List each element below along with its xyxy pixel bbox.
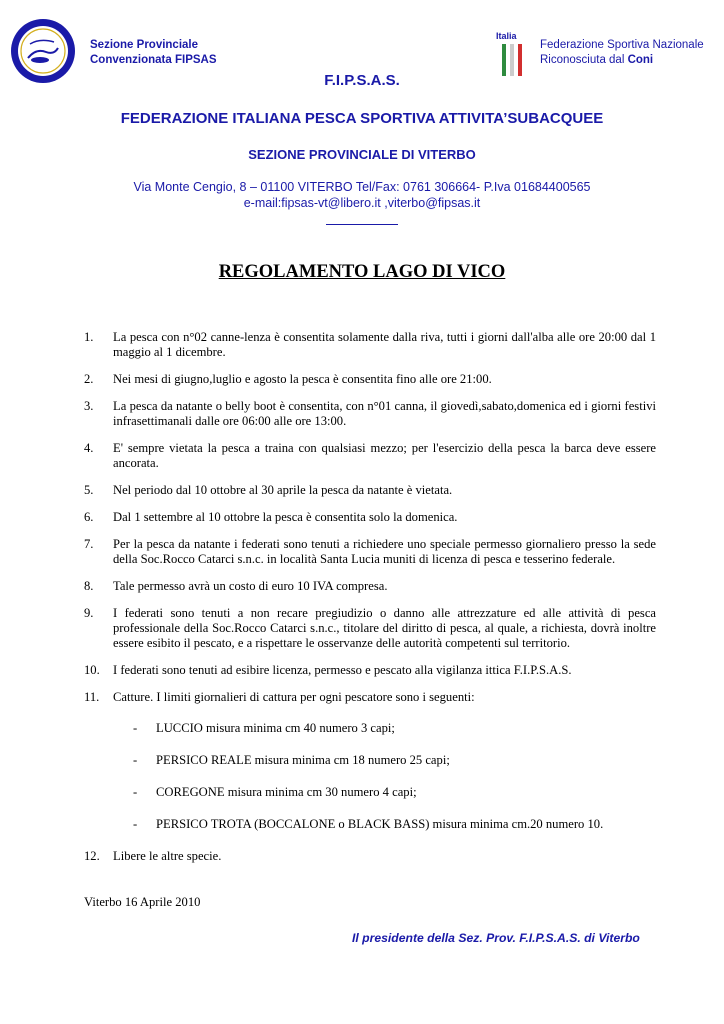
rule-item: 5. Nel periodo dal 10 ottobre al 30 aprile la pesca da natante è vietata. bbox=[84, 483, 453, 497]
rule-item: 12. Libere le altre specie. bbox=[84, 849, 222, 863]
org-full-name: FEDERAZIONE ITALIANA PESCA SPORTIVA ATTIVITA’SUBACQUEE bbox=[120, 110, 604, 127]
convention-label: Convenzionata FIPSAS bbox=[90, 54, 217, 66]
org-address: Via Monte Cengio, 8 – 01100 VITERBO Tel/Fax: 0761 306664- P.Iva 01684400565 bbox=[133, 180, 591, 194]
org-abbreviation: F.I.P.S.A.S. bbox=[324, 72, 400, 89]
document-date: Viterbo 16 Aprile 2010 bbox=[84, 895, 201, 909]
federation-label: Federazione Sportiva Nazionale bbox=[540, 39, 704, 51]
section-label: Sezione Provinciale bbox=[90, 39, 199, 51]
divider-line bbox=[326, 224, 398, 225]
org-section: SEZIONE PROVINCIALE DI VITERBO bbox=[248, 147, 476, 162]
recognition-label: Riconosciuta dal Coni bbox=[540, 54, 654, 66]
org-email: e-mail:fipsas-vt@libero.it ,viterbo@fipsas.it bbox=[243, 196, 481, 210]
rule-item: 11. Catture. I limiti giornalieri di cattura per ogni pescatore sono i seguenti: - LUCCIO misura minima cm 40 numero 3 capi; - PERSICO REALE misura minima cm 18 numero 25 capi; - COREGONE misura minima cm 30 numero 4 capi; - PERSICO TROTA (BOCCALONE o BLACK BASS) misura minima cm.20 numero 10. bbox=[84, 690, 656, 832]
rule-item: 7. Per la pesca da natante i federati sono tenuti a richiedere uno speciale permesso giornaliero presso la sede della Soc.Rocco Catarci s.n.c. in località Santa Lucia muniti di licenza di pesca e tesserino federale. bbox=[84, 537, 656, 566]
rule-item: 6. Dal 1 settembre al 10 ottobre la pesca è consentita solo la domenica. bbox=[84, 510, 458, 524]
document-title: REGOLAMENTO LAGO DI VICO bbox=[218, 262, 506, 282]
signature-line: Il presidente della Sez. Prov. F.I.P.S.A.S. di Viterbo bbox=[352, 931, 640, 945]
catch-limit-item: - COREGONE misura minima cm 30 numero 4 capi; bbox=[133, 785, 417, 799]
italia-logo-text: Italia bbox=[496, 31, 517, 41]
rule-item: 10. I federati sono tenuti ad esibire licenza, permesso e pescato alla vigilanza ittica F.I.P.S.A.S. bbox=[84, 663, 572, 677]
catch-limit-item: - PERSICO TROTA (BOCCALONE o BLACK BASS) misura minima cm.20 numero 10. bbox=[133, 817, 604, 831]
italia-coni-logo bbox=[496, 30, 534, 78]
rule-item: 4. E' sempre vietata la pesca a traina con qualsiasi mezzo; per l'esercizio della pesca la barca deve essere ancorata. bbox=[84, 441, 656, 470]
coni-label: Coni bbox=[627, 54, 654, 66]
catch-limit-item: - PERSICO REALE misura minima cm 18 numero 25 capi; bbox=[133, 753, 450, 767]
section-header-left bbox=[90, 38, 217, 68]
rule-item: 3. La pesca da natante o belly boot è consentita, con n°01 canna, il giovedì,sabato,domenica ed i giorni festivi infrasettimanali dalle ore 06:00 alle ore 13:00. bbox=[84, 399, 656, 428]
rule-item: 1. La pesca con n°02 canne-lenza è consentita solamente dalla riva, tutti i giorni dall'alba alle ore 20:00 dal 1 maggio al 1 dicembre. bbox=[84, 330, 656, 359]
rule-item: 9. I federati sono tenuti a non recare pregiudizio o danno alle attrezzature ed alle attività di pesca professionale della Soc.Rocco Catarci s.n.c., titolare del diritto di pesca, al quale, a richiesta, dovrà inoltre essere esibito il pescato, e a rispettare le osservanze delle autorità competenti sul territorio. bbox=[84, 606, 656, 650]
federation-header-right bbox=[540, 38, 704, 68]
catch-limits-list bbox=[113, 721, 656, 832]
rule-item: 8. Tale permesso avrà un costo di euro 10 IVA compresa. bbox=[84, 579, 388, 593]
catch-limit-item: - LUCCIO misura minima cm 40 numero 3 capi; bbox=[133, 721, 395, 735]
rules-list bbox=[84, 330, 656, 876]
rule-item: 2. Nei mesi di giugno,luglio e agosto la pesca è consentita fino alle ore 21:00. bbox=[84, 372, 492, 386]
